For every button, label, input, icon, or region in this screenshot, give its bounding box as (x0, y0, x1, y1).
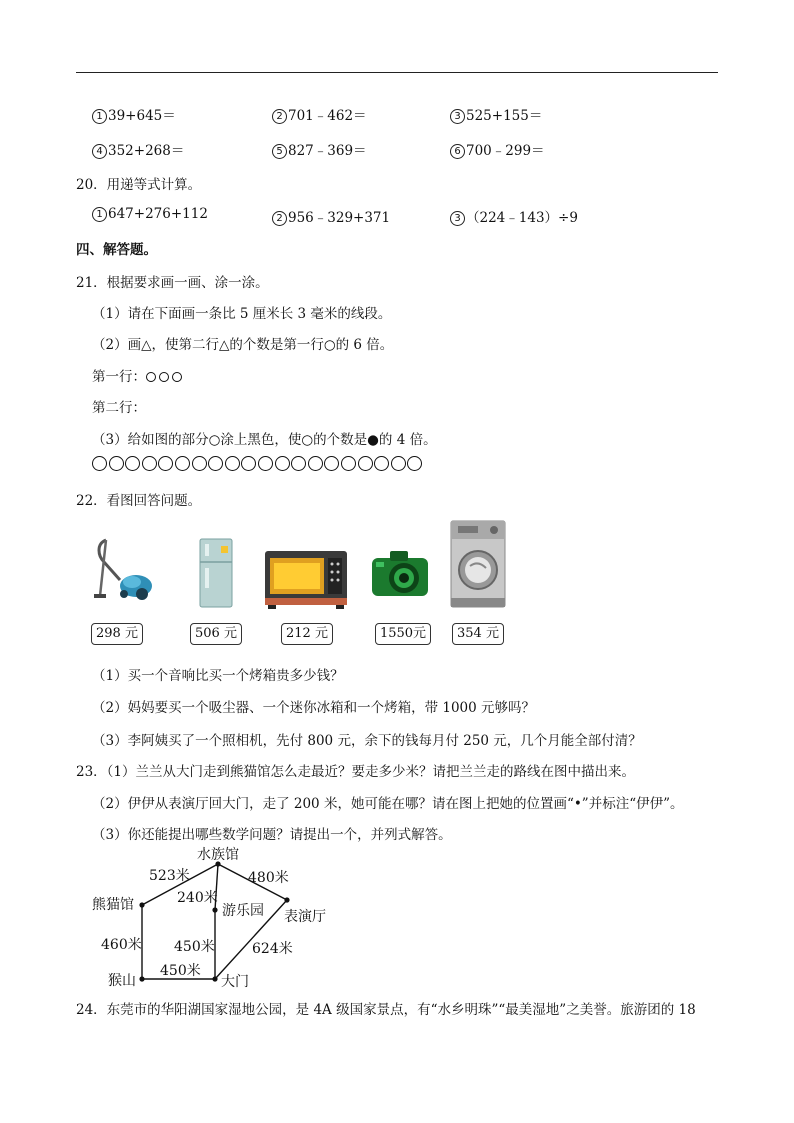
place-amusement-park: 游乐园 (222, 903, 264, 919)
hollow-circle[interactable] (407, 456, 422, 471)
place-monkey-hill: 猴山 (108, 973, 136, 989)
hollow-circle[interactable] (142, 456, 157, 471)
distance-label: 240米 (177, 890, 218, 906)
hollow-circle[interactable] (109, 456, 124, 471)
q22-part-3: （3）李阿姨买了一个照相机，先付 800 元，余下的钱每月付 250 元，几个月能全部付清？ (92, 733, 642, 749)
hollow-circle[interactable] (208, 456, 223, 471)
section-heading: 四、解答题。 (76, 242, 157, 258)
vacuum-cleaner-icon (92, 534, 156, 604)
hollow-circle (159, 372, 169, 382)
distance-label: 460米 (101, 937, 142, 953)
camera-icon (370, 548, 430, 600)
hollow-circle[interactable] (92, 456, 107, 471)
hollow-circle[interactable] (308, 456, 323, 471)
place-main-gate: 大门 (221, 974, 249, 990)
q23-part-2: （2）伊伊从表演厅回大门，走了 200 米，她可能在哪？请在图上把她的位置画“•”并标注“伊伊”。 (92, 796, 684, 812)
q22-part-1: （1）买一个音响比买一个烤箱贵多少钱？ (92, 668, 344, 684)
q23-part-3: （3）你还能提出哪些数学问题？请提出一个，并列式解答。 (92, 827, 452, 843)
q21-part-2: （2）画△，使第二行△的个数是第一行○的 6 倍。 (92, 337, 394, 353)
hollow-circle[interactable] (258, 456, 273, 471)
hollow-circle[interactable] (125, 456, 140, 471)
problem-1: 1 39+645＝ (92, 104, 176, 124)
hollow-circle[interactable] (324, 456, 339, 471)
hollow-circle[interactable] (158, 456, 173, 471)
hollow-circle[interactable] (341, 456, 356, 471)
price-tag: 212 元 (281, 623, 333, 645)
q20-item-3: 3 （224﹣143）÷9 (450, 206, 578, 226)
park-map (80, 842, 350, 992)
question-21-title: 21．根据要求画一画、涂一涂。 (76, 275, 269, 291)
mini-fridge-icon (199, 538, 233, 608)
problem-2: 2 701﹣462＝ (272, 104, 367, 124)
distance-label: 450米 (174, 939, 215, 955)
distance-label: 624米 (252, 941, 293, 957)
row2-label: 第二行： (92, 400, 146, 416)
circle-row (92, 456, 424, 475)
hollow-circle[interactable] (241, 456, 256, 471)
hollow-circle[interactable] (192, 456, 207, 471)
hollow-circle[interactable] (291, 456, 306, 471)
oven-icon (264, 550, 348, 610)
problem-3: 3 525+155＝ (450, 104, 542, 124)
price-tag: 354 元 (452, 623, 504, 645)
question-22-title: 22．看图回答问题。 (76, 493, 202, 509)
question-24-text: 24．东莞市的华阳湖国家湿地公园，是 4A 级国家景点，有“水乡明珠”“最美湿地”之美誉。旅游团的 18 (76, 1002, 696, 1018)
q22-part-2: （2）妈妈要买一个吸尘器、一个迷你冰箱和一个烤箱，带 1000 元够吗？ (92, 700, 536, 716)
q21-part-1: （1）请在下面画一条比 5 厘米长 3 毫米的线段。 (92, 306, 392, 322)
problem-5: 5 827﹣369＝ (272, 139, 367, 159)
price-tag: 1550元 (375, 623, 431, 645)
header-rule (76, 72, 718, 73)
hollow-circle (172, 372, 182, 382)
problem-4: 4 352+268＝ (92, 139, 184, 159)
hollow-circle[interactable] (358, 456, 373, 471)
distance-label: 480米 (248, 870, 289, 886)
q21-part-3: （3）给如图的部分○涂上黑色，使○的个数是●的 4 倍。 (92, 432, 437, 448)
question-20-title: 20．用递等式计算。 (76, 177, 202, 193)
row1-line: 第一行： (92, 365, 185, 385)
place-theater: 表演厅 (284, 909, 326, 925)
distance-label: 450米 (160, 963, 201, 979)
hollow-circle[interactable] (374, 456, 389, 471)
hollow-circle[interactable] (225, 456, 240, 471)
hollow-circle[interactable] (391, 456, 406, 471)
distance-label: 523米 (149, 868, 190, 884)
washing-machine-icon (450, 520, 506, 608)
q20-item-1: 1 647+276+112 (92, 206, 208, 222)
hollow-circle[interactable] (275, 456, 290, 471)
problem-6: 6 700﹣299＝ (450, 139, 545, 159)
q23-part-1: 23．（1）兰兰从大门走到熊猫馆怎么走最近？要走多少米？请把兰兰走的路线在图中描出来。 (76, 764, 636, 780)
q20-item-2: 2 956﹣329+371 (272, 206, 390, 226)
price-tag: 506 元 (190, 623, 242, 645)
hollow-circle[interactable] (175, 456, 190, 471)
place-panda-house: 熊猫馆 (92, 897, 134, 913)
place-aquarium: 水族馆 (197, 847, 239, 863)
hollow-circle (146, 372, 156, 382)
price-tag: 298 元 (91, 623, 143, 645)
